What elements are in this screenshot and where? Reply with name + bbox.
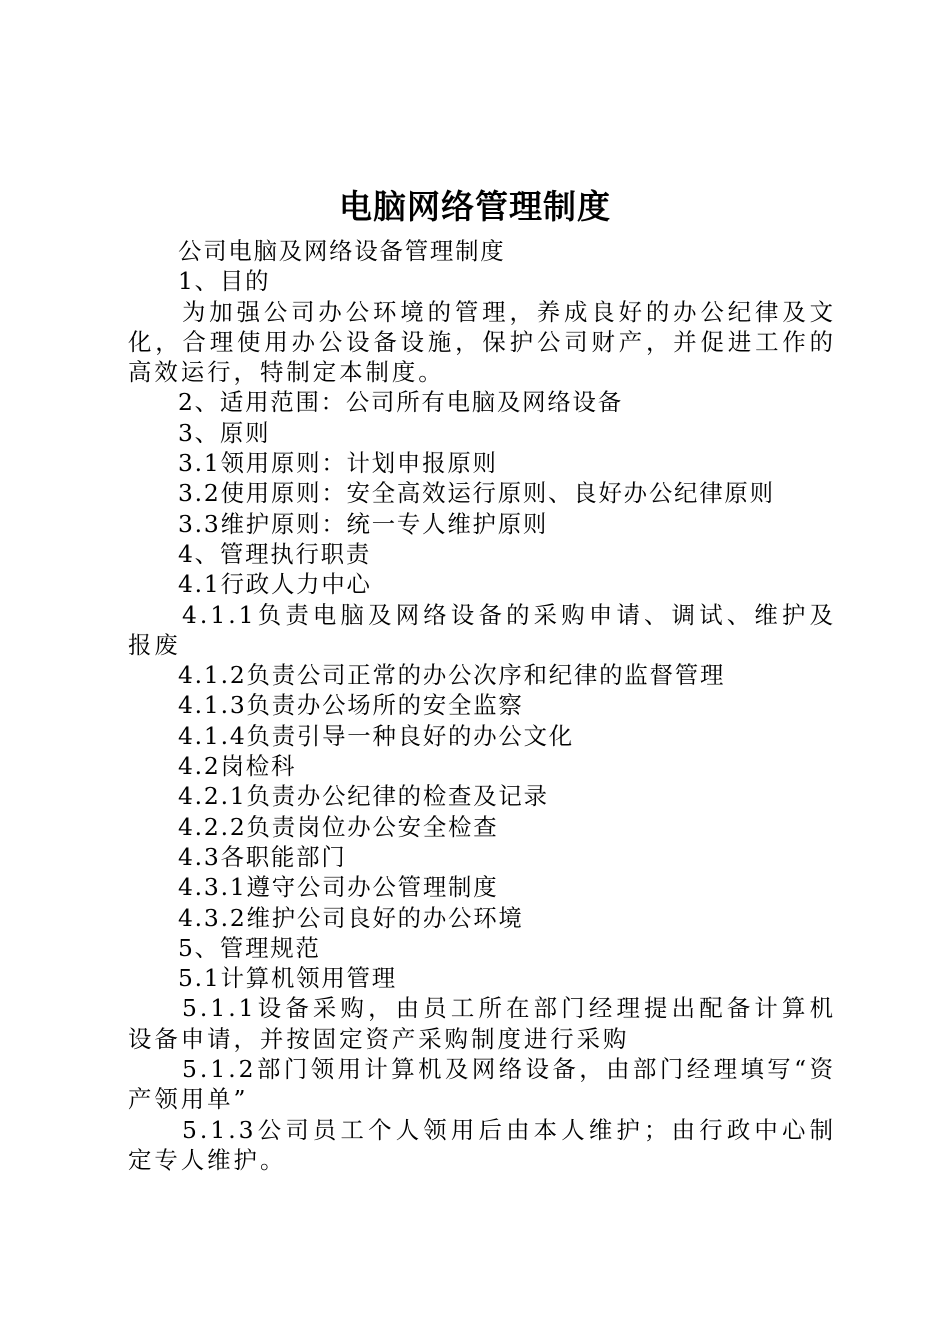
paragraph: 1、目的: [178, 267, 271, 296]
paragraph: 4.1.1负责电脑及网络设备的采购申请、调试、维护及报废: [128, 600, 836, 659]
paragraph: 4、管理执行职责: [178, 539, 372, 568]
paragraph: 3.1领用原则：计划申报原则: [178, 449, 498, 478]
document-title: 电脑网络管理制度: [339, 187, 611, 226]
paragraph: 4.2.1负责办公纪律的检查及记录: [178, 782, 549, 811]
paragraph: 5.1.2部门领用计算机及网络设备，由部门经理填写“资产领用单”: [128, 1055, 836, 1114]
document-body: [128, 236, 836, 1175]
paragraph: 4.3.1遵守公司办公管理制度: [178, 873, 499, 902]
paragraph: 2、适用范围：公司所有电脑及网络设备: [178, 388, 623, 417]
paragraph: 3.2使用原则：安全高效运行原则、良好办公纪律原则: [178, 479, 775, 508]
paragraph: 5.1.1设备采购，由员工所在部门经理提出配备计算机设备申请，并按固定资产采购制度进行采购: [128, 994, 836, 1053]
paragraph: 4.3.2维护公司良好的办公环境: [178, 903, 524, 932]
paragraph: 5.1.3公司员工个人领用后由本人维护；由行政中心制定专人维护。: [128, 1115, 836, 1174]
paragraph: 4.1.3负责办公场所的安全监察: [178, 691, 524, 720]
paragraph: 5.1计算机领用管理: [178, 964, 397, 993]
paragraph: 3、原则: [178, 418, 271, 447]
paragraph: 公司电脑及网络设备管理制度: [178, 237, 506, 265]
paragraph: 3.3维护原则：统一专人维护原则: [178, 509, 549, 538]
paragraph: 5、管理规范: [178, 933, 321, 962]
paragraph: 4.1.2负责公司正常的办公次序和纪律的监督管理: [178, 661, 726, 690]
paragraph: 4.1.4负责引导一种良好的办公文化: [178, 721, 574, 750]
paragraph: 4.3各职能部门: [178, 842, 347, 871]
paragraph: 4.2岗检科: [178, 752, 297, 781]
paragraph: 4.1行政人力中心: [178, 570, 372, 599]
paragraph: 4.2.2负责岗位办公安全检查: [178, 812, 499, 841]
paragraph: 为加强公司办公环境的管理，养成良好的办公纪律及文化，合理使用办公设备设施，保护公司财产，并促进工作的高效运行，特制定本制度。: [128, 297, 836, 387]
